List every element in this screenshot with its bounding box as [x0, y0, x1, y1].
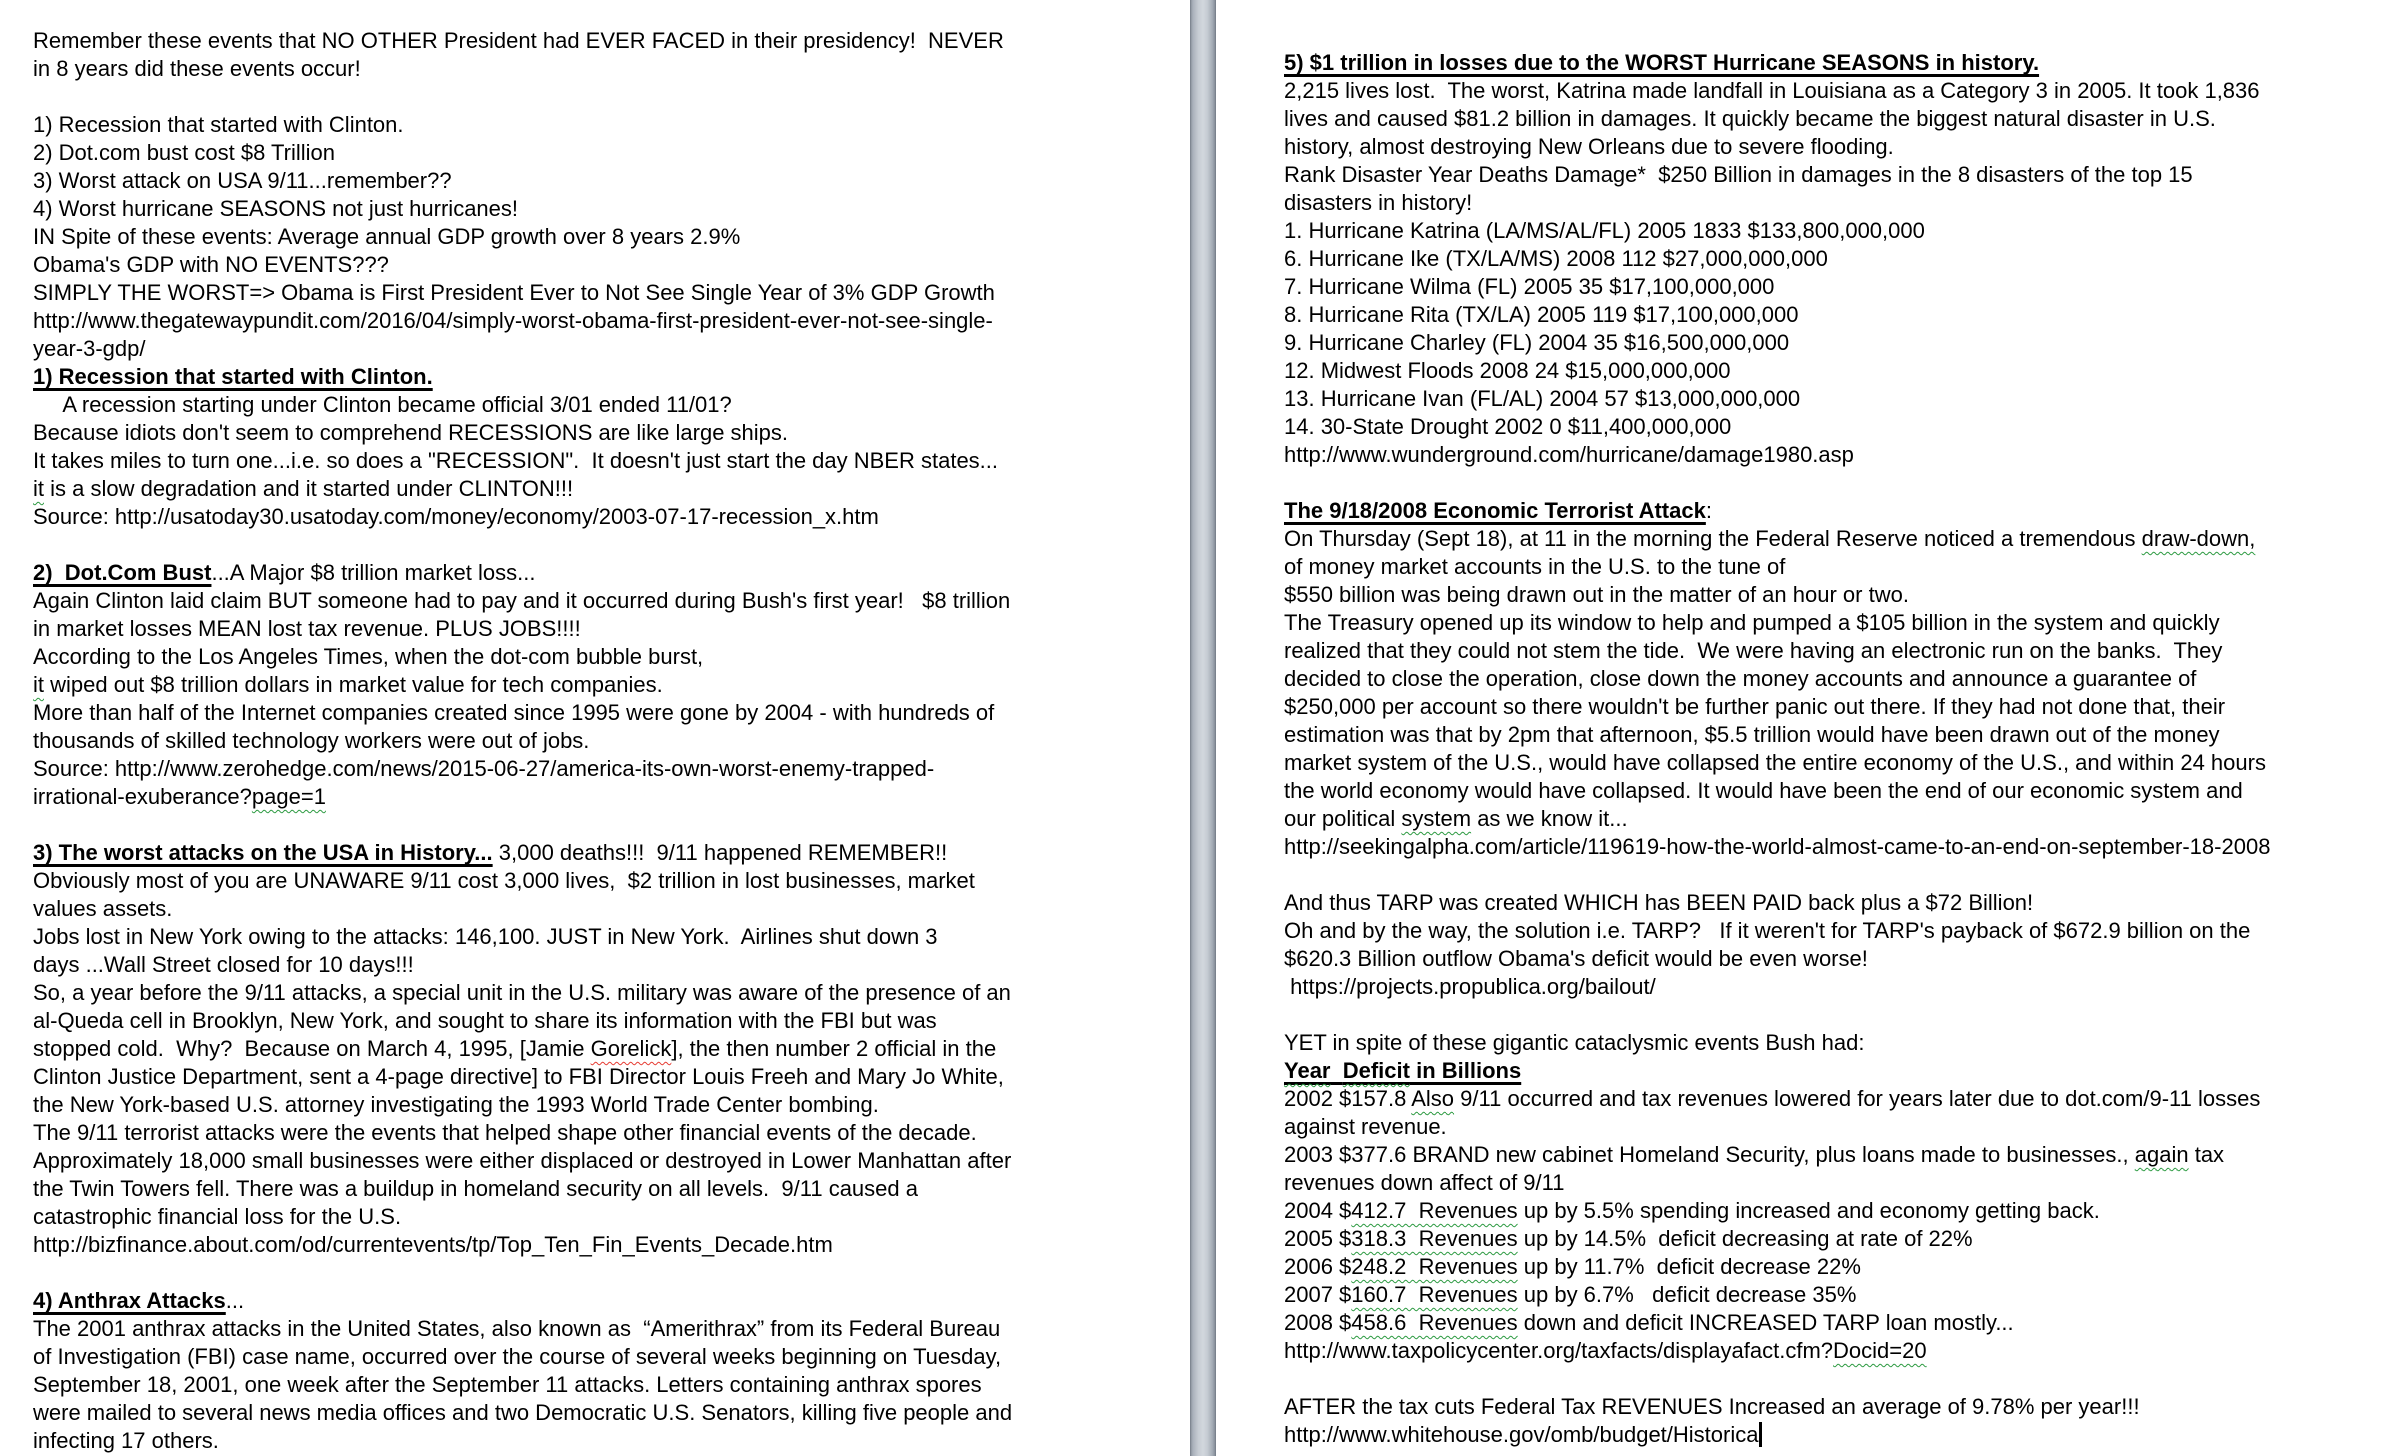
blank-line — [1284, 861, 2396, 889]
text-run: 2005 $ — [1284, 1226, 1352, 1251]
text-run: http://www.taxpolicycenter.org/taxfacts/displayafact.cfm? — [1284, 1338, 1834, 1363]
text-line — [33, 755, 1190, 783]
text-run: Source: http://www.zerohedge.com/news/2015-06-27/america-its-own-worst-enemy-trapped- — [33, 756, 935, 781]
text-line — [33, 839, 1190, 867]
blank-line — [33, 1259, 1190, 1287]
text-run: days ...Wall Street closed for 10 days!!! — [33, 952, 414, 977]
text-line — [1284, 1197, 2396, 1225]
text-run: IN Spite of these events: Average annual GDP growth over 8 years 2.9% — [33, 224, 741, 249]
text-line — [33, 699, 1190, 727]
text-cursor — [1759, 1422, 1762, 1447]
text-run: estimation was that by 2pm that afternoon, $5.5 trillion would have been drawn out of the money — [1284, 722, 2220, 747]
text-line — [33, 1091, 1190, 1119]
text-run: Jobs lost in New York owing to the attacks: 146,100. JUST in New York. Airlines shut down 3 — [33, 924, 938, 949]
text-line — [1284, 945, 2396, 973]
text-run: 2006 $ — [1284, 1254, 1352, 1279]
grammar-green-squiggle: 160.7 Revenues — [1351, 1282, 1518, 1307]
text-line — [1284, 273, 2396, 301]
text-line — [33, 1175, 1190, 1203]
text-line — [1284, 973, 2396, 1001]
heading-text: 1) Recession that started with Clinton. — [33, 364, 433, 389]
text-line — [1284, 329, 2396, 357]
text-run: year-3-gdp/ — [33, 336, 146, 361]
text-run: tax — [2188, 1142, 2225, 1167]
text-run: $620.3 Billion outflow Obama's deficit would be even worse! — [1284, 946, 1868, 971]
text-line — [1284, 413, 2396, 441]
text-run: And thus TARP was created WHICH has BEEN PAID back plus a $72 Billion! — [1284, 890, 2034, 915]
text-line — [1284, 1421, 2396, 1449]
text-run: Obviously most of you are UNAWARE 9/11 cost 3,000 lives, $2 trillion in lost businesses, market — [33, 868, 975, 893]
text-line — [1284, 1141, 2396, 1169]
text-line — [33, 363, 1190, 391]
text-run: as we know it... — [1471, 806, 1628, 831]
text-run: the New York-based U.S. attorney investigating the 1993 World Trade Center bombing. — [33, 1092, 879, 1117]
text-line — [33, 307, 1190, 335]
text-run: ...A Major $8 trillion market loss... — [211, 560, 536, 585]
blank-line — [1284, 1365, 2396, 1393]
text-run: ], the then number 2 official in the — [671, 1036, 997, 1061]
text-line — [33, 503, 1190, 531]
text-line — [1284, 357, 2396, 385]
blank-line — [33, 811, 1190, 839]
text-run: up by 6.7% deficit decrease 35% — [1517, 1282, 1857, 1307]
text-run: al-Queda cell in Brooklyn, New York, and sought to share its information with the FBI but was — [33, 1008, 937, 1033]
text-line — [1284, 49, 2396, 77]
text-line — [1284, 553, 2396, 581]
text-run: wiped out $8 trillion dollars in market value for tech companies. — [44, 672, 663, 697]
text-line — [33, 979, 1190, 1007]
grammar-green-squiggle: Also — [1411, 1086, 1455, 1111]
text-run: realized that they could not stem the tide. We were having an electronic run on the banks. They — [1284, 638, 2223, 663]
text-line — [1284, 1281, 2396, 1309]
text-line — [33, 27, 1190, 55]
text-line — [33, 671, 1190, 699]
text-run: were mailed to several news media offices and two Democratic U.S. Senators, killing five people and — [33, 1400, 1013, 1425]
text-run: More than half of the Internet companies created since 1995 were gone by 2004 - with hundreds of — [33, 700, 995, 725]
text-line — [33, 923, 1190, 951]
text-run: Oh and by the way, the solution i.e. TARP? If it weren't for TARP's payback of $672.9 billion on the — [1284, 918, 2251, 943]
grammar-green-squiggle: draw-down, — [2141, 526, 2256, 551]
text-run: in market losses MEAN lost tax revenue. PLUS JOBS!!!! — [33, 616, 581, 641]
text-line — [33, 335, 1190, 363]
text-run: 3) Worst attack on USA 9/11...remember?? — [33, 168, 452, 193]
text-line — [33, 1063, 1190, 1091]
text-line — [33, 1007, 1190, 1035]
text-run: in Billions — [1409, 1058, 1522, 1083]
text-line — [1284, 777, 2396, 805]
heading-text: 5) $1 trillion in losses due to the WORST Hurricane SEASONS in history. — [1284, 50, 2040, 75]
text-run: infecting 17 others. — [33, 1428, 219, 1453]
blank-line — [1284, 469, 2396, 497]
blank-line — [1284, 1001, 2396, 1029]
text-run: 8. Hurricane Rita (TX/LA) 2005 119 $17,100,000,000 — [1284, 302, 1799, 327]
text-run: Source: http://usatoday30.usatoday.com/money/economy/2003-07-17-recession_x.htm — [33, 504, 879, 529]
text-run: http://www.whitehouse.gov/omb/budget/Historica — [1284, 1422, 1759, 1447]
heading-text: The 9/18/2008 Economic Terrorist Attack — [1284, 498, 1706, 523]
text-run: the Twin Towers fell. There was a buildup in homeland security on all levels. 9/11 caused a — [33, 1176, 918, 1201]
text-run: $250,000 per account so there wouldn't be further panic out there. If they had not done that, their — [1284, 694, 2226, 719]
text-line — [1284, 889, 2396, 917]
text-run: It takes miles to turn one...i.e. so does a "RECESSION". It doesn't just start the day NBER states... — [33, 448, 999, 473]
text-line — [1284, 749, 2396, 777]
text-run: irrational-exuberance? — [33, 784, 252, 809]
text-run: stopped cold. Why? Because on March 4, 1995, [Jamie — [33, 1036, 591, 1061]
text-line — [33, 447, 1190, 475]
text-line — [33, 643, 1190, 671]
document-page-right[interactable] — [1216, 0, 2396, 1456]
text-run: The Treasury opened up its window to help and pumped a $105 billion in the system and quickly — [1284, 610, 2220, 635]
text-line — [33, 55, 1190, 83]
text-line — [1284, 217, 2396, 245]
text-line — [1284, 105, 2396, 133]
text-line — [33, 1119, 1190, 1147]
grammar-green-squiggle: it — [33, 672, 44, 697]
heading-text: 2) Dot.Com Bust — [33, 560, 212, 585]
heading-text — [1284, 1058, 1521, 1083]
text-run: https://projects.propublica.org/bailout/ — [1284, 974, 1656, 999]
text-run: Remember these events that NO OTHER President had EVER FACED in their presidency! NEVER — [33, 28, 1004, 53]
text-run: market system of the U.S., would have collapsed the entire economy of the U.S., and within 24 hours — [1284, 750, 2266, 775]
text-run: So, a year before the 9/11 attacks, a special unit in the U.S. military was aware of the presence of an — [33, 980, 1011, 1005]
text-run: in 8 years did these events occur! — [33, 56, 361, 81]
text-line — [33, 1427, 1190, 1455]
text-line — [33, 1231, 1190, 1259]
text-line — [1284, 497, 2396, 525]
text-line — [33, 1287, 1190, 1315]
text-run: 14. 30-State Drought 2002 0 $11,400,000,000 — [1284, 414, 1732, 439]
text-line — [1284, 1337, 2396, 1365]
text-run: catastrophic financial loss for the U.S. — [33, 1204, 402, 1229]
text-line — [1284, 1113, 2396, 1141]
text-run: 2) Dot.com bust cost $8 Trillion — [33, 140, 336, 165]
grammar-green-squiggle: 318.3 Revenues — [1351, 1226, 1518, 1251]
text-run: of Investigation (FBI) case name, occurred over the course of several weeks beginning on Tuesday, — [33, 1344, 1002, 1369]
text-line — [33, 1399, 1190, 1427]
text-line — [33, 559, 1190, 587]
grammar-green-squiggle: again — [2134, 1142, 2189, 1167]
text-run: down and deficit INCREASED TARP loan mostly... — [1517, 1310, 2014, 1335]
text-run: values assets. — [33, 896, 173, 921]
text-run: On Thursday (Sept 18), at 11 in the morning the Federal Reserve noticed a tremendous — [1284, 526, 2142, 551]
text-run: Because idiots don't seem to comprehend RECESSIONS are like large ships. — [33, 420, 789, 445]
grammar-green-squiggle: system — [1401, 806, 1472, 831]
text-run: up by 5.5% spending increased and economy getting back. — [1517, 1198, 2100, 1223]
text-line — [1284, 665, 2396, 693]
text-line — [1284, 1393, 2396, 1421]
text-line — [1284, 805, 2396, 833]
text-line — [33, 615, 1190, 643]
text-line — [33, 279, 1190, 307]
text-line — [33, 139, 1190, 167]
text-line — [33, 167, 1190, 195]
text-line — [1284, 609, 2396, 637]
text-run: is a slow degradation and it started under CLINTON!!! — [44, 476, 574, 501]
text-run: 1. Hurricane Katrina (LA/MS/AL/FL) 2005 1833 $133,800,000,000 — [1284, 218, 1925, 243]
text-line — [33, 111, 1190, 139]
text-run: 13. Hurricane Ivan (FL/AL) 2004 57 $13,000,000,000 — [1284, 386, 1801, 411]
text-run: Obama's GDP with NO EVENTS??? — [33, 252, 389, 277]
text-line — [33, 1315, 1190, 1343]
text-line — [1284, 1225, 2396, 1253]
blank-line — [33, 83, 1190, 111]
text-line — [33, 391, 1190, 419]
grammar-green-squiggle: 248.2 Revenues — [1351, 1254, 1518, 1279]
text-run: A recession starting under Clinton became official 3/01 ended 11/01? — [33, 392, 732, 417]
text-line — [1284, 1085, 2396, 1113]
text-run: 2008 $ — [1284, 1310, 1352, 1335]
text-run: 1) Recession that started with Clinton. — [33, 112, 404, 137]
text-run: : — [1705, 498, 1712, 523]
text-line — [33, 1343, 1190, 1371]
text-run: up by 14.5% deficit decreasing at rate of 22% — [1517, 1226, 1973, 1251]
text-run: http://www.wunderground.com/hurricane/damage1980.asp — [1284, 442, 1854, 467]
text-run: http://bizfinance.about.com/od/currentevents/tp/Top_Ten_Fin_Events_Decade.htm — [33, 1232, 833, 1257]
text-run: 7. Hurricane Wilma (FL) 2005 35 $17,100,000,000 — [1284, 274, 1775, 299]
text-run: 2002 $157.8 — [1284, 1086, 1412, 1111]
spellcheck-red-squiggle: Gorelick — [590, 1036, 672, 1061]
text-run: ... — [225, 1288, 245, 1313]
text-run: thousands of skilled technology workers were out of jobs. — [33, 728, 590, 753]
text-line — [1284, 189, 2396, 217]
text-run: 12. Midwest Floods 2008 24 $15,000,000,000 — [1284, 358, 1731, 383]
text-line — [1284, 1057, 2396, 1085]
text-line — [33, 895, 1190, 923]
text-run: 2007 $ — [1284, 1282, 1352, 1307]
grammar-green-squiggle: page=1 — [251, 784, 326, 809]
text-line — [1284, 721, 2396, 749]
text-run: against revenue. — [1284, 1114, 1447, 1139]
text-line — [1284, 441, 2396, 469]
text-run: The 2001 anthrax attacks in the United States, also known as “Amerithrax” from its Federal Bureau — [33, 1316, 1001, 1341]
grammar-green-squiggle: Deficit — [1342, 1058, 1410, 1083]
text-line — [1284, 1253, 2396, 1281]
heading-text: 3) The worst attacks on the USA in History... — [33, 840, 493, 865]
text-line — [1284, 385, 2396, 413]
text-run: 6. Hurricane Ike (TX/LA/MS) 2008 112 $27,000,000,000 — [1284, 246, 1828, 271]
text-run: history, almost destroying New Orleans due to severe flooding. — [1284, 134, 1894, 159]
text-line — [33, 195, 1190, 223]
page-gap-divider — [1190, 0, 1216, 1456]
text-run: 2,215 lives lost. The worst, Katrina made landfall in Louisiana as a Category 3 in 2005. It took 1,836 — [1284, 78, 2260, 103]
text-run: disasters in history! — [1284, 190, 1473, 215]
text-line — [1284, 133, 2396, 161]
text-line — [1284, 301, 2396, 329]
text-run: $550 billion was being drawn out in the matter of an hour or two. — [1284, 582, 1909, 607]
text-run: The 9/11 terrorist attacks were the events that helped shape other financial events of the decade. — [33, 1120, 977, 1145]
text-line — [33, 867, 1190, 895]
text-line — [33, 783, 1190, 811]
text-line — [1284, 693, 2396, 721]
text-run: September 18, 2001, one week after the September 11 attacks. Letters containing anthrax spores — [33, 1372, 982, 1397]
text-run: SIMPLY THE WORST=> Obama is First President Ever to Not See Single Year of 3% GDP Growth — [33, 280, 995, 305]
text-line — [33, 587, 1190, 615]
text-line — [1284, 245, 2396, 273]
grammar-green-squiggle: Year — [1284, 1058, 1331, 1083]
text-line — [1284, 77, 2396, 105]
text-line — [33, 951, 1190, 979]
grammar-green-squiggle: 458.6 Revenues — [1351, 1310, 1518, 1335]
grammar-green-squiggle: 412.7 Revenues — [1351, 1198, 1518, 1223]
text-run: 4) Worst hurricane SEASONS not just hurricanes! — [33, 196, 519, 221]
text-line — [1284, 525, 2396, 553]
text-line — [33, 419, 1190, 447]
text-line — [1284, 637, 2396, 665]
text-line — [33, 1203, 1190, 1231]
text-run: 3,000 deaths!!! 9/11 happened REMEMBER!! — [492, 840, 948, 865]
text-run: 2004 $ — [1284, 1198, 1352, 1223]
grammar-green-squiggle: Docid=20 — [1833, 1338, 1927, 1363]
text-line — [33, 727, 1190, 755]
blank-line — [33, 531, 1190, 559]
text-line — [33, 1035, 1190, 1063]
text-line — [1284, 917, 2396, 945]
text-run: 9/11 occurred and tax revenues lowered for years later due to dot.com/9-11 losses — [1454, 1086, 2261, 1111]
text-run: http://seekingalpha.com/article/119619-how-the-world-almost-came-to-an-end-on-september-18-2008 — [1284, 834, 2271, 859]
text-run: AFTER the tax cuts Federal Tax REVENUES Increased an average of 9.78% per year!!! — [1284, 1394, 2140, 1419]
text-line — [1284, 833, 2396, 861]
text-run: revenues down affect of 9/11 — [1284, 1170, 1565, 1195]
text-run: Clinton Justice Department, sent a 4-page directive] to FBI Director Louis Freeh and Mary Jo White, — [33, 1064, 1004, 1089]
text-line — [33, 251, 1190, 279]
text-run: up by 11.7% deficit decrease 22% — [1517, 1254, 1861, 1279]
text-line — [33, 1147, 1190, 1175]
text-run: 2003 $377.6 BRAND new cabinet Homeland Security, plus loans made to businesses., — [1284, 1142, 2135, 1167]
text-line — [1284, 1029, 2396, 1057]
text-line — [1284, 161, 2396, 189]
text-line — [33, 223, 1190, 251]
text-line — [33, 475, 1190, 503]
text-run: the world economy would have collapsed. It would have been the end of our economic system and — [1284, 778, 2243, 803]
text-line — [1284, 1309, 2396, 1337]
text-run: 9. Hurricane Charley (FL) 2004 35 $16,500,000,000 — [1284, 330, 1790, 355]
text-run: our political — [1284, 806, 1402, 831]
text-run: decided to close the operation, close down the money accounts and announce a guarantee of — [1284, 666, 2197, 691]
text-run — [1331, 1058, 1343, 1083]
text-run: of money market accounts in the U.S. to the tune of — [1284, 554, 1786, 579]
text-run: Rank Disaster Year Deaths Damage* $250 Billion in damages in the 8 disasters of the top 15 — [1284, 162, 2193, 187]
text-run: YET in spite of these gigantic cataclysmic events Bush had: — [1284, 1030, 1865, 1055]
text-line — [1284, 581, 2396, 609]
text-line — [1284, 1169, 2396, 1197]
text-run: Again Clinton laid claim BUT someone had to pay and it occurred during Bush's first year! $8 trillion — [33, 588, 1011, 613]
document-page-left[interactable] — [0, 0, 1190, 1456]
text-run: lives and caused $81.2 billion in damages. It quickly became the biggest natural disaster in U.S. — [1284, 106, 2216, 131]
text-run: Approximately 18,000 small businesses were either displaced or destroyed in Lower Manhattan after — [33, 1148, 1012, 1173]
text-run: http://www.thegatewaypundit.com/2016/04/simply-worst-obama-first-president-ever-not-see-single- — [33, 308, 993, 333]
text-line — [33, 1371, 1190, 1399]
text-run: According to the Los Angeles Times, when the dot-com bubble burst, — [33, 644, 704, 669]
grammar-green-squiggle: it — [33, 476, 44, 501]
heading-text: 4) Anthrax Attacks — [33, 1288, 226, 1313]
